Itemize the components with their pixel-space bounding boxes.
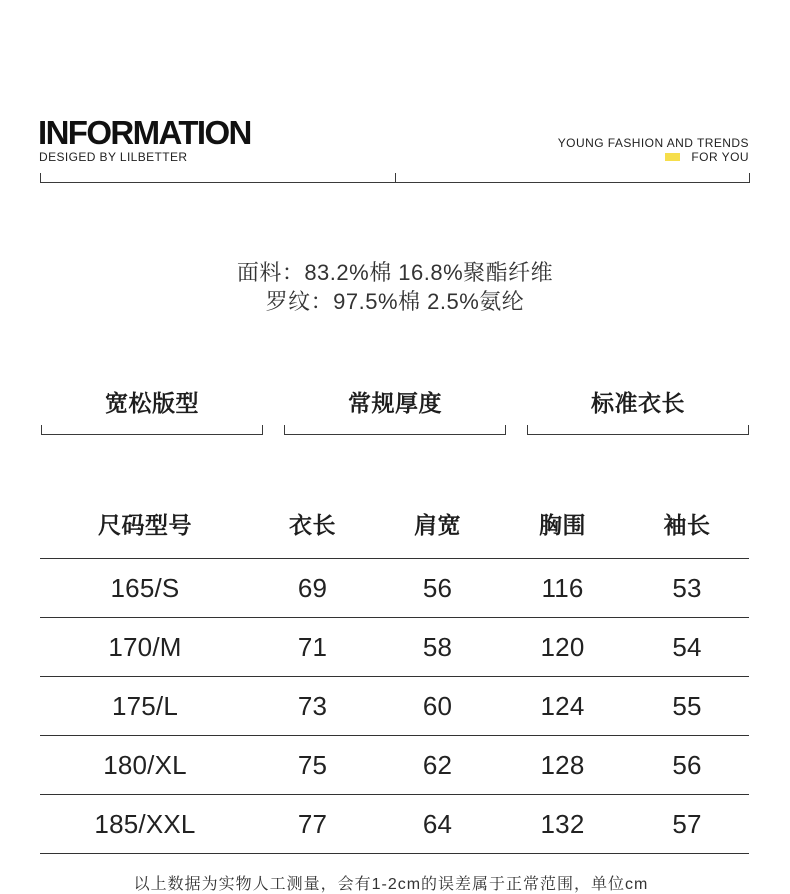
size-cell: 165/S [110,573,180,603]
sleeve-cell: 57 [672,809,702,839]
chest-cell: 124 [540,691,585,721]
shoulder-cell: 60 [422,691,453,721]
brand-subtitle: DESIGED BY LILBETTER [39,150,188,164]
chest-cell: 128 [540,750,585,780]
tagline-line-1: YOUNG FASHION AND TRENDS [557,136,749,150]
length-cell: 71 [297,632,328,662]
rib-composition: 罗纹：97.5%棉 2.5%氨纶 [265,289,525,314]
tagline-line-2 [665,151,749,163]
length-cell: 73 [297,691,328,721]
length-cell: 75 [297,750,328,780]
header-length: 衣长 [289,511,336,538]
table-row [40,795,749,854]
shoulder-cell: 56 [422,573,453,603]
chest-cell: 116 [541,573,584,603]
yellow-accent-bar [665,153,680,161]
size-cell: 175/L [111,691,179,721]
feature-fit [41,388,263,435]
measurement-footnote: 以上数据为实物人工测量，会有1-2cm的误差属于正常范围，单位cm [133,876,649,893]
table-row [40,736,749,795]
sleeve-cell: 53 [672,573,702,603]
feature-thickness [284,388,506,435]
length-cell: 69 [297,573,328,603]
header-size: 尺码型号 [98,511,192,538]
sleeve-cell: 55 [672,691,702,721]
shoulder-cell: 62 [422,750,453,780]
feature-length [527,388,749,435]
tagline-line-2-text: FOR YOU [691,150,749,164]
size-cell: 185/XXL [94,809,196,839]
sleeve-cell: 54 [672,632,702,662]
feature-length-label: 标准衣长 [591,390,685,416]
shoulder-cell: 64 [422,809,453,839]
chest-cell: 120 [540,632,585,662]
feature-thickness-label: 常规厚度 [348,390,442,416]
length-cell: 77 [297,809,328,839]
table-header-row [40,491,749,559]
page-title: INFORMATION [38,114,251,151]
feature-fit-bracket [41,425,263,435]
header-chest: 胸围 [539,511,586,538]
header-shoulder: 肩宽 [414,511,461,538]
size-table [40,491,749,854]
chest-cell: 132 [540,809,585,839]
feature-fit-label: 宽松版型 [105,390,199,416]
header-divider-mid-tick [395,173,396,183]
header-sleeve: 袖长 [663,511,711,538]
table-row [40,677,749,736]
sleeve-cell: 56 [672,750,702,780]
table-row [40,559,749,618]
feature-length-bracket [527,425,749,435]
table-row [40,618,749,677]
size-cell: 170/M [108,632,182,662]
shoulder-cell: 58 [422,632,453,662]
size-cell: 180/XL [103,750,187,780]
fabric-composition: 面料：83.2%棉 16.8%聚酯纤维 [236,260,554,285]
feature-thickness-bracket [284,425,506,435]
material-info [0,258,790,316]
